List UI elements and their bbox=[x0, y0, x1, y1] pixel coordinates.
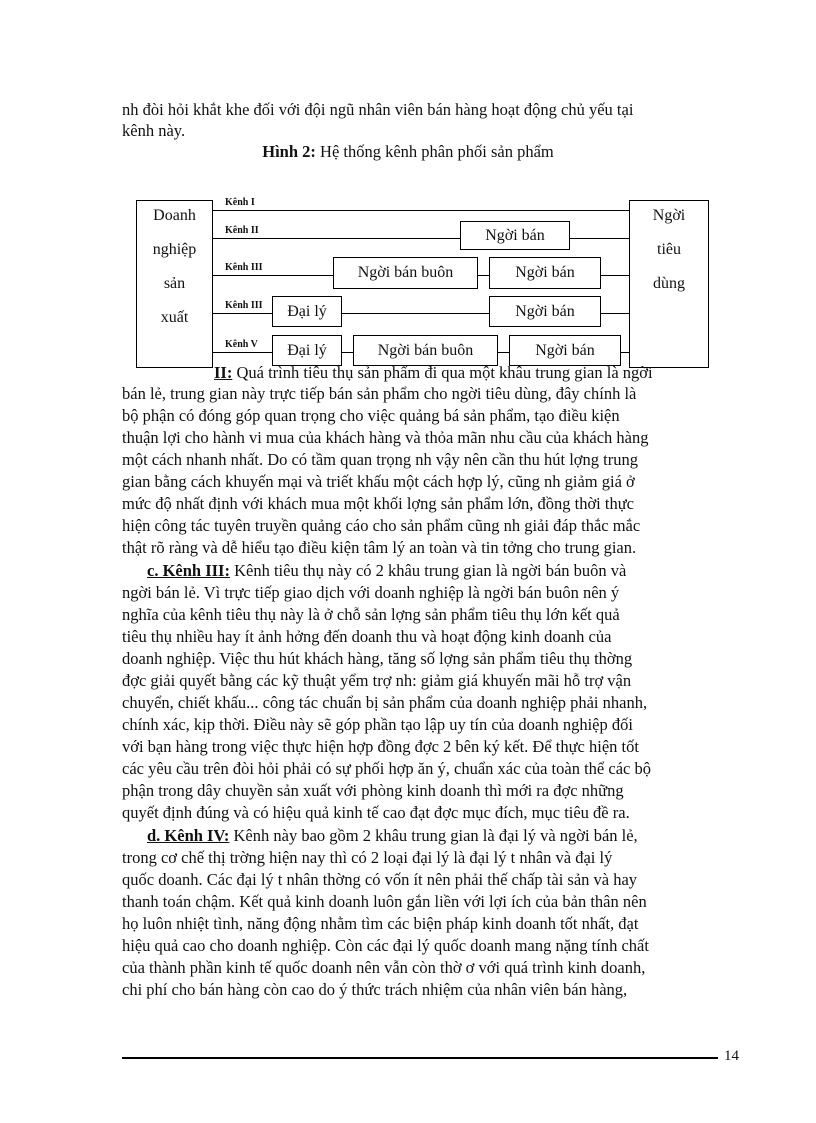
p2-line-11: phận trong dây chuyền sản xuất với phòng kinh doanh thì mới ra đợc những bbox=[122, 781, 624, 800]
retailer-box-ch3: Ngời bán bbox=[489, 257, 601, 289]
intro-line-2: kênh này. bbox=[122, 121, 186, 140]
wholesaler-box-ch5: Ngời bán buôn bbox=[353, 335, 498, 366]
producer-label-2: nghiệp bbox=[152, 241, 197, 258]
intro-line-1: nh đòi hỏi khắt khe đối với đội ngũ nhân viên bán hàng hoạt động chủ yếu tại bbox=[122, 100, 634, 119]
channel-label-1: Kênh I bbox=[225, 197, 255, 208]
retailer-box-ch2: Ngời bán bbox=[460, 221, 570, 250]
p1-line-7: mức độ nhất định với khách mua một khối lợng sản phẩm lớn, đồng thời thực bbox=[122, 494, 634, 513]
p2-line-2: ngời bán lẻ. Vì trực tiếp giao dịch với doanh nghiệp là ngời bán buôn nên ý bbox=[122, 583, 620, 602]
p2-line-3: nghĩa của kênh tiêu thụ này là ở chỗ sản lợng sản phẩm tiêu thụ lớn kết quả bbox=[122, 605, 620, 624]
p1-line-5: một cách nhanh nhất. Do có tầm quan trọng nh vậy nên cần thu hút lợng trung bbox=[122, 450, 638, 469]
p3-line-6: hiệu quả cao cho doanh nghiệp. Còn các đại lý quốc doanh mang nặng tính chất bbox=[122, 936, 649, 955]
p2-line-8: chính xác, kịp thời. Điều này sẽ góp phần tạo lập uy tín của doanh nghiệp đối bbox=[122, 715, 633, 734]
p1-heading: II: bbox=[214, 363, 233, 382]
p2-line-6: đợc giải quyết bằng các kỹ thuật yểm trợ nh: giảm giá khuyến mãi hỗ trợ vận bbox=[122, 671, 632, 690]
p2-line-12: quyết định đúng và có hiệu quả kinh tế cao đạt đợc mục đích, mục tiêu đề ra. bbox=[122, 803, 630, 822]
producer-label-1: Doanh bbox=[153, 207, 196, 224]
p3-line-4: thanh toán chậm. Kết quả kinh doanh luôn gắn liền với lợi ích của bản thân nên bbox=[122, 892, 647, 911]
p3-line-3: quốc doanh. Các đại lý t nhân thờng có vốn ít nên phải thế chấp tài sản và hay bbox=[122, 870, 638, 889]
channel-label-2: Kênh II bbox=[225, 225, 259, 236]
p1-line-3: bộ phận có đóng góp quan trọng cho việc quảng bá sản phẩm, tạo điều kiện bbox=[122, 406, 620, 425]
retailer-box-ch4: Ngời bán bbox=[489, 296, 601, 327]
consumer-label-3: dùng bbox=[653, 275, 685, 292]
agent-box-ch4: Đại lý bbox=[272, 296, 342, 327]
channel-label-4: Kênh III bbox=[225, 300, 263, 311]
p1-line-9: thật rõ ràng và dễ hiểu tạo điều kiện tâm lý an toàn và tin tởng cho trung gian. bbox=[122, 538, 637, 557]
footer-rule bbox=[122, 1057, 718, 1059]
p1-line-4: thuận lợi cho hành vi mua của khách hàng và thỏa mãn nhu cầu của khách hàng bbox=[122, 428, 649, 447]
p1-line-8: hiện công tác tuyên truyền quảng cáo cho sản phẩm cũng nh giải đáp thắc mắc bbox=[122, 516, 641, 535]
p2-heading: c. Kênh III: bbox=[147, 561, 230, 580]
p2-line-4: tiêu thụ nhiều hay ít ảnh hởng đến doanh thu và hoạt động kinh doanh của bbox=[122, 627, 612, 646]
consumer-label-1: Ngời bbox=[652, 207, 686, 224]
p3-heading: d. Kênh IV: bbox=[147, 826, 230, 845]
p1-line-2: bán lẻ, trung gian này trực tiếp bán sản phẩm cho ngời tiêu dùng, đây chính là bbox=[122, 384, 637, 403]
p2-line-7: chuyển, chiết khấu... công tác chuẩn bị sản phẩm của doanh nghiệp phải nhanh, bbox=[122, 693, 648, 712]
page-number: 14 bbox=[724, 1048, 739, 1064]
p1-line-6: gian bằng cách khuyến mại và triết khấu một cách hợp lý, cũng nh giảm giá ở bbox=[122, 472, 635, 491]
p2-line-10: các yêu cầu trên đòi hỏi phải có sự phối hợp ăn ý, chuẩn xác của toàn thể các bộ bbox=[122, 759, 651, 778]
producer-box bbox=[136, 200, 213, 368]
p3-line-1: d. Kênh IV: Kênh này bao gồm 2 khâu trung gian là đại lý và ngời bán lẻ, bbox=[147, 826, 638, 845]
p3-line-5: họ luôn nhiệt tình, năng động nhằm tìm các biện pháp kinh doanh tốt nhất, đạt bbox=[122, 914, 639, 933]
figure-caption-label: Hình 2: bbox=[262, 142, 316, 161]
figure-caption bbox=[0, 142, 816, 162]
producer-label-3: sản bbox=[163, 275, 186, 292]
p2-line-5: doanh nghiệp. Việc thu hút khách hàng, tăng số lợng sản phẩm tiêu thụ thờng bbox=[122, 649, 633, 668]
p2-line-9: với bạn hàng trong việc thực hiện hợp đồng đợc 2 bên ký kết. Để thực hiện tốt bbox=[122, 737, 639, 756]
consumer-box bbox=[629, 200, 709, 368]
retailer-box-ch5: Ngời bán bbox=[509, 335, 621, 366]
p3-line-2: trong cơ chế thị trờng hiện nay thì có 2 loại đại lý là đại lý t nhân và đại lý bbox=[122, 848, 613, 867]
p1-line-1: II: Quá trình tiêu thụ sản phẩm đi qua một khâu trung gian là ngời bbox=[214, 363, 653, 382]
p3-line-7: của thành phần kinh tế quốc doanh nên vẫn còn thờ ơ với quá trình kinh doanh, bbox=[122, 958, 646, 977]
channel-label-5: Kênh V bbox=[225, 339, 258, 350]
channel-label-3: Kênh III bbox=[225, 262, 263, 273]
wholesaler-box-ch3: Ngời bán buôn bbox=[333, 257, 478, 289]
p2-line-1: c. Kênh III: Kênh tiêu thụ này có 2 khâu trung gian là ngời bán buôn và bbox=[147, 561, 627, 580]
p3-line-8: chi phí cho bán hàng còn cao do ý thức trách nhiệm của nhân viên bán hàng, bbox=[122, 980, 628, 999]
producer-label-4: xuất bbox=[160, 309, 189, 326]
agent-box-ch5: Đại lý bbox=[272, 335, 342, 366]
channel-line-1 bbox=[211, 210, 629, 211]
figure-caption-text: Hệ thống kênh phân phối sản phẩm bbox=[315, 142, 554, 161]
consumer-label-2: tiêu bbox=[657, 241, 681, 258]
